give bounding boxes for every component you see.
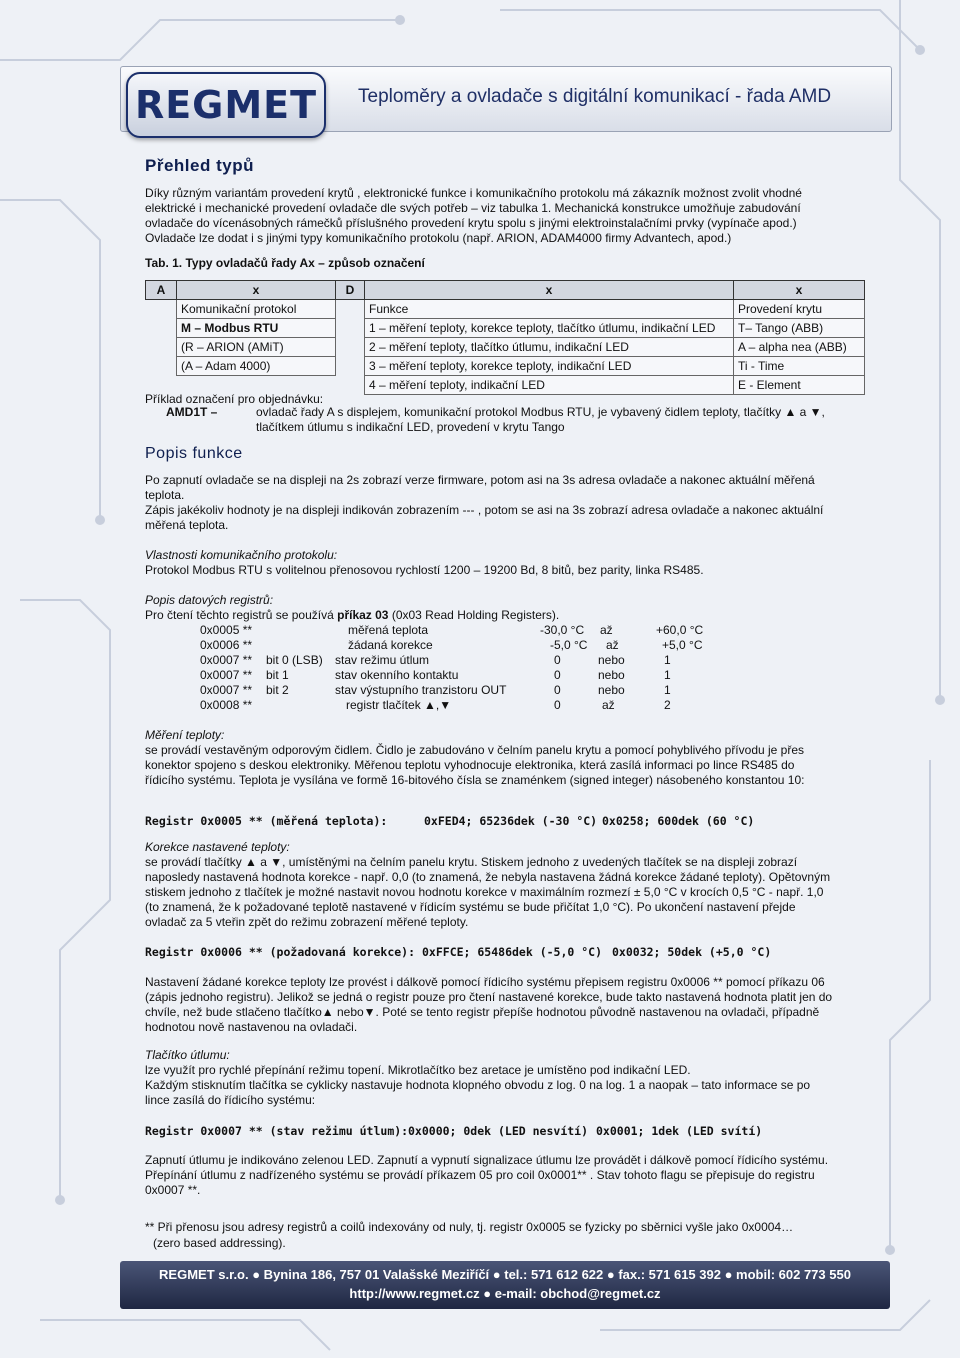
correction-line: hodnotou nově nastavenou na ovladači. [145, 1020, 358, 1034]
table-row [146, 300, 865, 319]
correction-line: Nastavení žádané korekce teploty lze provést i dálkově pomocí řídicího systému přepisem registru 0x0006 ** pomocí příkazu 06 [145, 975, 825, 989]
table-cell: (A – Adam 4000) [177, 357, 336, 376]
overview-line: Ovladače lze dodat i s jinými typy komunikačního protokolu (např. ARION, ADAM4000 firmy Advantech, apod.) [145, 231, 732, 245]
damping-line: Každým stisknutím tlačítka se cyklicky nastavuje hodnota klopného obvodu z log. 0 na log. 1 a naopak – tato informace se po [145, 1078, 811, 1092]
overview-line: elektrické i mechanické provedení ovladače dle svých potřeb – viz tabulka 1. Mechanická konstrukce umožňuje zabudování [145, 201, 801, 215]
function-line: měřená teplota. [145, 518, 229, 532]
footer-bar [120, 1261, 890, 1309]
overview-heading: Přehled typů [145, 156, 254, 175]
overview-line: Díky různým variantám provedení krytů , elektronické funkce i komunikačního protokolu má zákazník možnost zvolit vhodné [145, 186, 802, 200]
function-heading: Popis funkce [145, 445, 243, 462]
correction-line: (to znamená, že k požadované teplotě nastavené v řídicím systému se bude přičítat 1,0 °C). Po ukončení nastavení přejde [145, 900, 796, 914]
example-line: tlačítkem útlumu s indikační LED, provedení v krytu Tango [256, 420, 565, 434]
table-cell: Ti - Time [734, 357, 865, 376]
protocol-title: Vlastnosti komunikačního protokolu: [145, 548, 338, 562]
register-0006-value: 0x0032; 50dek (+5,0 °C) [612, 945, 772, 959]
regmet-logo: REGMET [126, 72, 326, 138]
table-header-cell: x [177, 281, 336, 300]
register-0007-value: 0x0001; 1dek (LED svítí) [596, 1124, 763, 1138]
register-0007-label: Registr 0x0007 ** (stav režimu útlum): [145, 1124, 409, 1138]
example-label: Příklad označení pro objednávku: [145, 392, 324, 406]
register-0005-label: Registr 0x0005 ** (měřená teplota): [145, 814, 388, 828]
table-cell: 3 – měření teploty, korekce teploty, indikační LED [365, 357, 734, 376]
table-header-cell: x [365, 281, 734, 300]
protocol-text: Protokol Modbus RTU s volitelnou přenosovou rychlostí 1200 – 19200 Bd, 8 bitů, bez parity, linka RS485. [145, 563, 704, 577]
damping-line: Přepínání útlumu z nadřízeného systému se provádí příkazem 05 pro coil 0x0001** . Stav tohoto flagu se přepisuje do registru [145, 1168, 815, 1182]
table-row [146, 319, 865, 338]
measure-title: Měření teploty: [145, 728, 225, 742]
registers-intro: Pro čtení těchto registrů se používá příkaz 03 (0x03 Read Holding Registers). [145, 608, 560, 622]
damping-line: Zapnutí útlumu je indikováno zelenou LED. Zapnutí a vypnutí signalizace útlumu lze provádět i dálkově pomocí řídicího systému. [145, 1153, 829, 1167]
measure-line: řídicího systému. Teplota je vysílána ve formě 16-bitového čísla se znaménkem (signed integer) násobeného konstantou 10: [145, 773, 805, 787]
company-web-email[interactable]: http://www.regmet.cz ● e-mail: obchod@regmet.cz [349, 1286, 661, 1301]
table-cell: 1 – měření teploty, korekce teploty, tlačítko útlumu, indikační LED [365, 319, 734, 338]
table-header-cell: x [734, 281, 865, 300]
table-cell: Komunikační protokol [177, 300, 336, 319]
correction-line: stiskem jednoho z tlačítek je možné nastavit novou hodnotu korekce v maximálním rozmezí ± 5,0 °C v krocích 0,5 °C - např. 1,0 [145, 885, 824, 899]
example-line: ovladač řady A s displejem, komunikační protokol Modbus RTU, je vybavený čidlem teploty, tlačítky ▲ a ▼, [256, 405, 825, 419]
table-cell: T– Tango (ABB) [734, 319, 865, 338]
damping-line: 0x0007 **. [145, 1183, 201, 1197]
registers-title: Popis datových registrů: [145, 593, 274, 607]
correction-line: (zápis jednoho registru). Jelikož se jedná o registr pouze pro čtení nastavené korekce, bude takto nastavená hodnota platit jen do [145, 990, 833, 1004]
measure-line: konektor spojeno s deskou elektroniky. Měřenou teplotu vyhodnocuje elektronika, která zasílá informaci po lince RS485 do [145, 758, 795, 772]
table-cell: M – Modbus RTU [177, 319, 336, 338]
table-cell: E - Element [734, 376, 865, 395]
table-header-cell: D [336, 281, 365, 300]
table-cell: (R – ARION (AMiT) [177, 338, 336, 357]
overview-line: ovladače do vícenásobných rámečků příslušného provedení krytu spolu s jinými elektroinstalačními prvky (vypínače apod.) [145, 216, 797, 230]
page-title: Teploměry a ovladače s digitální komunikací - řada AMD [358, 86, 832, 107]
table-cell: 4 – měření teploty, indikační LED [365, 376, 734, 395]
footnote: (zero based addressing). [153, 1236, 286, 1250]
type-table [145, 280, 865, 395]
measure-line: se provádí vestavěným odporovým čidlem. Čidlo je zabudováno v čelním panelu krytu a pomocí pohyblivého přívodu je přes [145, 743, 805, 757]
correction-line: se provádí tlačítky ▲ a ▼, umístěnými na čelním panelu krytu. Stiskem jednoho z uvedených tlačítek se na displeji zobrazí [145, 855, 798, 869]
correction-line: naposledy nastavená hodnota korekce - např. 0,0 (to znamená, že nebyla nastavena žádná korekce žádané teploty). Opětovným [145, 870, 831, 884]
register-0005-value: 0x0258; 600dek (60 °C) [602, 814, 755, 828]
function-line: Zápis jakékoliv hodnoty je na displeji indikován zobrazením --- , potom se asi na 3s zobrazí adresa ovladače a nakonec aktuální [145, 503, 824, 517]
document-page: REGMET Teploměry a ovladače s digitální komunikací - řada AMD Přehled typů Díky různým variantám provedení krytů , elektronické funkce i komunikačního protokolu má zákazník možnost zvolit vhodné elektrické i mechanické provedení ovladače dle svých potřeb – viz tabulka 1. Mechanická konstrukce umožňuje zabudování ovladače do vícenásobných rámečků příslušného provedení krytu spolu s jinými elektroinstalačními prvky (vypínače apod.) Ovladače lze dodat i s jinými typy komunikačního protokolu (např. ARION, ADAM4000 firmy Advantech, apod.) Tab. 1. Typy ovladačů řady Ax – způsob označení A x D x x Komunikační protokol Funkce Provedení krytu M – Modbus RTU 1 – měření teploty, korekce teploty, tlačítko útlumu, indikační LED T– Tango (ABB) (R – ARION (AMiT) 2 – měření teploty, tlačítko útlumu, indikační LED A – alpha nea (ABB) (A – Adam 4000) 3 – měření teploty, korekce teploty, indikační LED Ti - Time 4 – měření teploty, indikační LED E - Element Příklad označení pro objednávku: AMD1T – ovladač řady A s displejem, komunikační protokol Modbus RTU, je vybavený čidlem teploty, tlačítky ▲ a ▼, tlačítkem útlumu s indikační LED, provedení v krytu Tango Popis funkce Po zapnutí ovladače se na displeji na 2s zobrazí verze firmware, potom asi na 3s adresa ovladače a nakonec aktuální měřená teplota. Zápis jakékoliv hodnoty je na displeji indikován zobrazením --- , potom se asi na 3s zobrazí adresa ovladače a nakonec aktuální měřená teplota. Vlastnosti komunikačního protokolu: Protokol Modbus RTU s volitelnou přenosovou rychlostí 1200 – 19200 Bd, 8 bitů, bez parity, linka RS485. Popis datových registrů: Pro čtení těchto registrů se používá příkaz 03 (0x03 Read Holding Registers). 0x0005 ** měřená teplota -30,0 °C až +60,0 °C 0x0006 ** žádaná korekce -5,0 °C až +5,0 °C 0x0007 ** bit 0 (LSB) stav režimu útlum 0 nebo 1 0x0007 ** bit 1 stav okenního kontaktu 0 nebo 1 0x0007 ** bit 2 stav výstupního tranzistoru OUT 0 nebo 1 0x0008 ** registr tlačítek ▲,▼ 0 až 2 Měření teploty: se provádí vestavěným odporovým čidlem. Čidlo je zabudováno v čelním panelu krytu a pomocí pohyblivého přívodu je přes konektor spojeno s deskou elektroniky. Měřenou teplotu vyhodnocuje elektronika, která zasílá informaci po lince RS485 do řídicího systému. Teplota je vysílána ve formě 16-bitového čísla se znaménkem (signed integer) násobeného konstantou 10: Registr 0x0005 ** (měřená teplota): 0xFED4; 65236dek (-30 °C) 0x0258; 600dek (60 °C) Korekce nastavené teploty: se provádí tlačítky ▲ a ▼, umístěnými na čelním panelu krytu. Stiskem jednoho z uvedených tlačítek se na displeji zobrazí naposledy nastavená hodnota korekce - např. 0,0 (to znamená, že nebyla nastavena žádná korekce žádané teploty). Opětovným stiskem jednoho z tlačítek je možné nastavit novou hodnotu korekce v maximálním rozmezí ± 5,0 °C v krocích 0,5 °C - např. 1,0 (to znamená, že k požadované teplotě nastavené v řídicím systému se bude přičítat 1,0 °C). Po ukončení nastavení přejde ovladač za 5 vteřin zpět do režimu zobrazení měřené teploty. Registr 0x0006 ** (požadovaná korekce): 0xFFCE; 65486dek (-5,0 °C) 0x0032; 50dek (+5,0 °C) Nastavení žádané korekce teploty lze provést i dálkově pomocí řídicího systému přepisem registru 0x0006 ** pomocí příkazu 06 (zápis jednoho registru). Jelikož se jedná o registr pouze pro čtení nastavené korekce, bude takto nastavená hodnota platit jen do chvíle, než bude stlačeno tlačítko▲ nebo▼. Poté se tento registr přepíše hodnotou původně nastavenou na ovladači, případně hodnotou nově nastavenou na ovladači. Tlačítko útlumu: lze využít pro rychlé přepínání režimu topení. Mikrotlačítko bez aretace je umístěno pod indikační LED. Každým stisknutím tlačítka se cyklicky nastavuje hodnota klopného obvodu z log. 0 na log. 1 a naopak – tato informace se po lince zasílá do řídicího systému: Registr 0x0007 ** (stav režimu útlum): 0x0000; 0dek (LED nesvítí) 0x0001; 1dek (LED svítí) Zapnutí útlumu je indikováno zelenou LED. Zapnutí a vypnutí signalizace útlumu lze provádět i dálkově pomocí řídicího systému. Přepínání útlumu z nadřízeného systému se provádí příkazem 05 pro coil 0x0001** . Stav tohoto flagu se přepisuje do registru 0x0007 **. ** Při přenosu jsou adresy registrů a coilů indexovány od nuly, tj. registr 0x0005 se fyzicky po sběrnici vyšle jako 0x0004… (zero based addressing). REGMET s.r.o. ● Bynina 186, 757 01 Valašské Meziříčí ● tel.: 571 612 622 ● fax.: 571 615 392 ● mobil: 602 773 550 http://www.regmet.cz ● e-mail: obchod@regmet.cz [0, 0, 960, 1358]
table-cell: 2 – měření teploty, tlačítko útlumu, indikační LED [365, 338, 734, 357]
table-cell: Provedení krytu [734, 300, 865, 319]
damping-line: lince zasílá do řídicího systému: [145, 1093, 316, 1107]
register-0006-value: 0xFFCE; 65486dek (-5,0 °C) [422, 945, 603, 959]
company-contact: REGMET s.r.o. ● Bynina 186, 757 01 Valašské Meziříčí ● tel.: 571 612 622 ● fax.: 571 615 392 ● mobil: 602 773 550 [159, 1267, 851, 1282]
correction-line: ovladač za 5 vteřin zpět do režimu zobrazení měřené teploty. [145, 915, 469, 929]
table-header-cell: A [146, 281, 177, 300]
correction-line: chvíle, než bude stlačeno tlačítko▲ nebo▼. Poté se tento registr přepíše hodnotou původně nastavenou na ovladači, případně [145, 1005, 820, 1019]
register-0005-value: 0xFED4; 65236dek (-30 °C) [424, 814, 598, 828]
register-0007-value: 0x0000; 0dek (LED nesvítí) [408, 1124, 589, 1138]
table-row [146, 357, 865, 376]
table-cell: Funkce [365, 300, 734, 319]
example-code: AMD1T – [166, 405, 218, 419]
damping-title: Tlačítko útlumu: [145, 1048, 230, 1062]
function-line: Po zapnutí ovladače se na displeji na 2s zobrazí verze firmware, potom asi na 3s adresa ovladače a nakonec aktuální měřená [145, 473, 815, 487]
damping-line: lze využít pro rychlé přepínání režimu topení. Mikrotlačítko bez aretace je umístěno pod indikační LED. [145, 1063, 691, 1077]
footnote: ** Při přenosu jsou adresy registrů a coilů indexovány od nuly, tj. registr 0x0005 se fyzicky po sběrnici vyšle jako 0x0004… [145, 1220, 794, 1234]
function-line: teplota. [145, 488, 185, 502]
table-row [146, 338, 865, 357]
table-caption: Tab. 1. Typy ovladačů řady Ax – způsob označení [145, 256, 425, 270]
register-0006-label: Registr 0x0006 ** (požadovaná korekce): [145, 945, 416, 959]
table-cell: A – alpha nea (ABB) [734, 338, 865, 357]
correction-title: Korekce nastavené teploty: [145, 840, 290, 854]
